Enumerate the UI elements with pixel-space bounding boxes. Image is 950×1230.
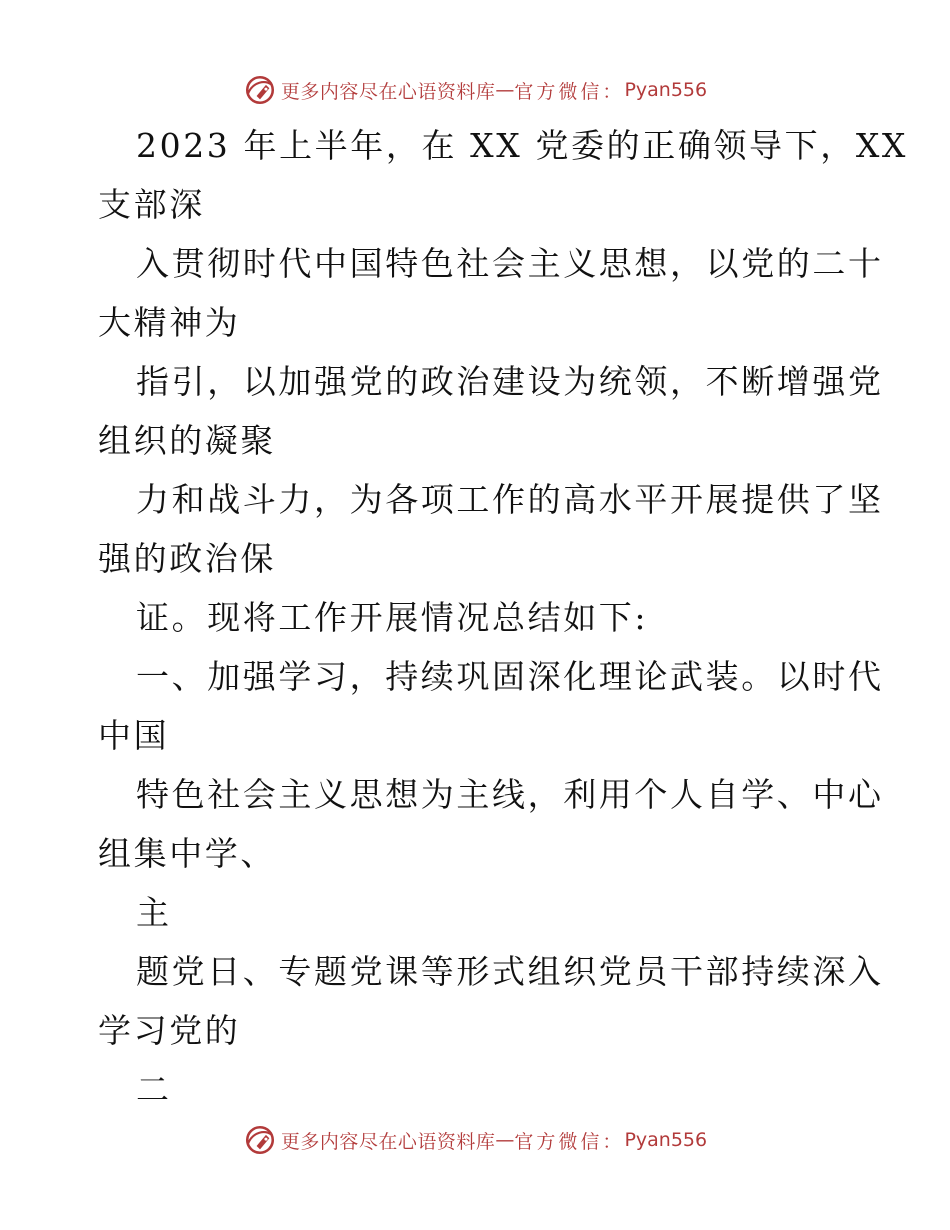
watermark-text: 更多内容尽在心语资料库 <box>280 1130 496 1153</box>
paragraph-line: 特色社会主义思想为主线，利用个人自学、中心 <box>136 775 884 814</box>
paragraph-line: 中国 <box>98 716 170 755</box>
paragraph-line: 指引，以加强党的政治建设为统领，不断增强党 <box>136 362 884 401</box>
watermark-separator: — <box>495 1129 515 1151</box>
paragraph-line: 主 <box>136 893 172 932</box>
paragraph-line: 组织的凝聚 <box>98 421 276 460</box>
footer-watermark <box>0 1120 950 1160</box>
paragraph-line: 支部深 <box>98 185 205 224</box>
watermark-text: 更多内容尽在心语资料库 <box>280 80 496 103</box>
header-watermark <box>0 70 950 110</box>
paragraph-line: 2023 年上半年，在 XX 党委的正确领导下，XX <box>136 126 909 165</box>
paragraph-line: 证。现将工作开展情况总结如下: <box>136 598 649 637</box>
watermark-wechat-label: 官方微信： <box>514 1130 625 1153</box>
pen-nib-logo-icon <box>243 73 277 107</box>
watermark-separator: — <box>495 79 515 101</box>
paragraph-line: 大精神为 <box>98 303 241 342</box>
paragraph-line: 强的政治保 <box>98 539 276 578</box>
watermark-wechat-id: Pyan556 <box>624 1129 708 1151</box>
paragraph-line: 题党日、专题党课等形式组织党员干部持续深入 <box>136 952 884 991</box>
paragraph-line: 二 <box>136 1070 172 1109</box>
document-body <box>98 116 909 1119</box>
paragraph-line: 学习党的 <box>98 1011 241 1050</box>
paragraph-line: 组集中学、 <box>98 834 276 873</box>
paragraph-line: 入贯彻时代中国特色社会主义思想，以党的二十 <box>136 244 884 283</box>
paragraph-line: 力和战斗力，为各项工作的高水平开展提供了坚 <box>136 480 884 519</box>
pen-nib-logo-icon <box>243 1123 277 1157</box>
watermark-wechat-id: Pyan556 <box>624 79 708 101</box>
watermark-wechat-label: 官方微信： <box>514 80 625 103</box>
paragraph-line: 一、加强学习，持续巩固深化理论武装。以时代 <box>136 657 884 696</box>
